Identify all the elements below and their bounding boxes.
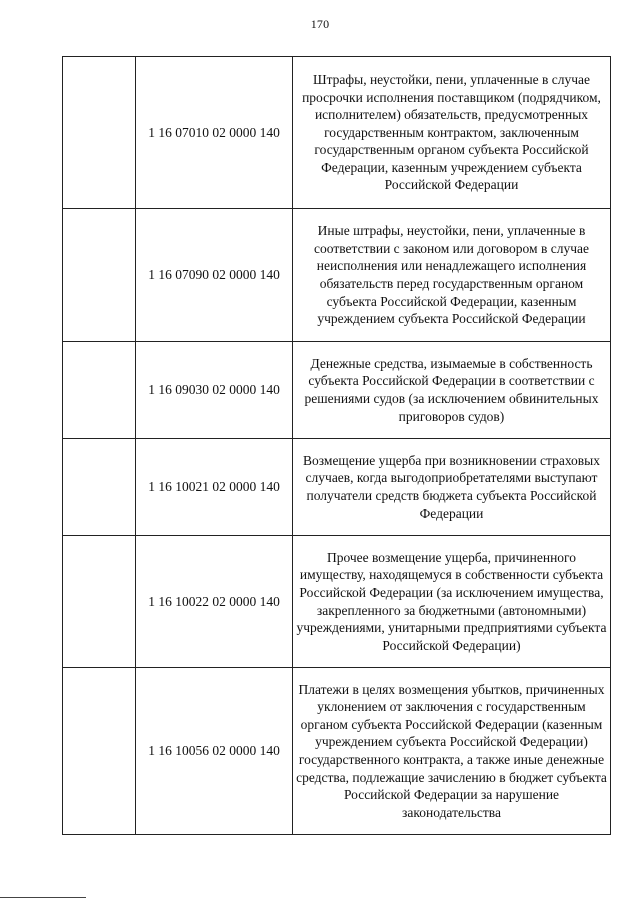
empty-cell: [63, 439, 136, 536]
table-row: [63, 209, 611, 342]
footnote-divider: [0, 897, 86, 898]
empty-cell: [63, 536, 136, 668]
code-cell: 1 16 09030 02 0000 140: [136, 342, 293, 439]
description-cell: Иные штрафы, неустойки, пени, уплаченные в соответствии с законом или договором в случае неисполнения или ненадлежащего исполнения обязательств перед государственным органом субъекта Российской Федерации, казенным учреждением субъекта Российской Федерации: [293, 209, 611, 342]
table-row: [63, 439, 611, 536]
table-row: [63, 57, 611, 209]
empty-cell: [63, 668, 136, 835]
description-cell: Денежные средства, изымаемые в собственность субъекта Российской Федерации в соответствии с решениями судов (за исключением обвинительных приговоров судов): [293, 342, 611, 439]
description-cell: Прочее возмещение ущерба, причиненного имуществу, находящемуся в собственности субъекта Российской Федерации (за исключением имущества, закрепленного за бюджетными (автономными) учреждениями, унитарными предприятиями субъекта Российской Федерации): [293, 536, 611, 668]
empty-cell: [63, 342, 136, 439]
code-cell: 1 16 10056 02 0000 140: [136, 668, 293, 835]
table-row: [63, 536, 611, 668]
code-cell: 1 16 10021 02 0000 140: [136, 439, 293, 536]
empty-cell: [63, 57, 136, 209]
empty-cell: [63, 209, 136, 342]
code-cell: 1 16 10022 02 0000 140: [136, 536, 293, 668]
table-row: [63, 668, 611, 835]
description-cell: Штрафы, неустойки, пени, уплаченные в случае просрочки исполнения поставщиком (подрядчиком, исполнителем) обязательств, предусмотренных государственным контрактом, заключенным государственным органом субъекта Российской Федерации, казенным учреждением субъекта Российской Федерации: [293, 57, 611, 209]
code-cell: 1 16 07090 02 0000 140: [136, 209, 293, 342]
code-cell: 1 16 07010 02 0000 140: [136, 57, 293, 209]
budget-code-table: [62, 56, 611, 835]
page-number: 170: [310, 17, 330, 31]
description-cell: Возмещение ущерба при возникновении страховых случаев, когда выгодоприобретателями выступают получатели средств бюджета субъекта Российской Федерации: [293, 439, 611, 536]
table-row: [63, 342, 611, 439]
description-cell: Платежи в целях возмещения убытков, причиненных уклонением от заключения с государственным органом субъекта Российской Федерации (казенным учреждением субъекта Российской Федерации) государственного контракта, а также иные денежные средства, подлежащие зачислению в бюджет субъекта Российской Федерации за нарушение законодательства: [293, 668, 611, 835]
